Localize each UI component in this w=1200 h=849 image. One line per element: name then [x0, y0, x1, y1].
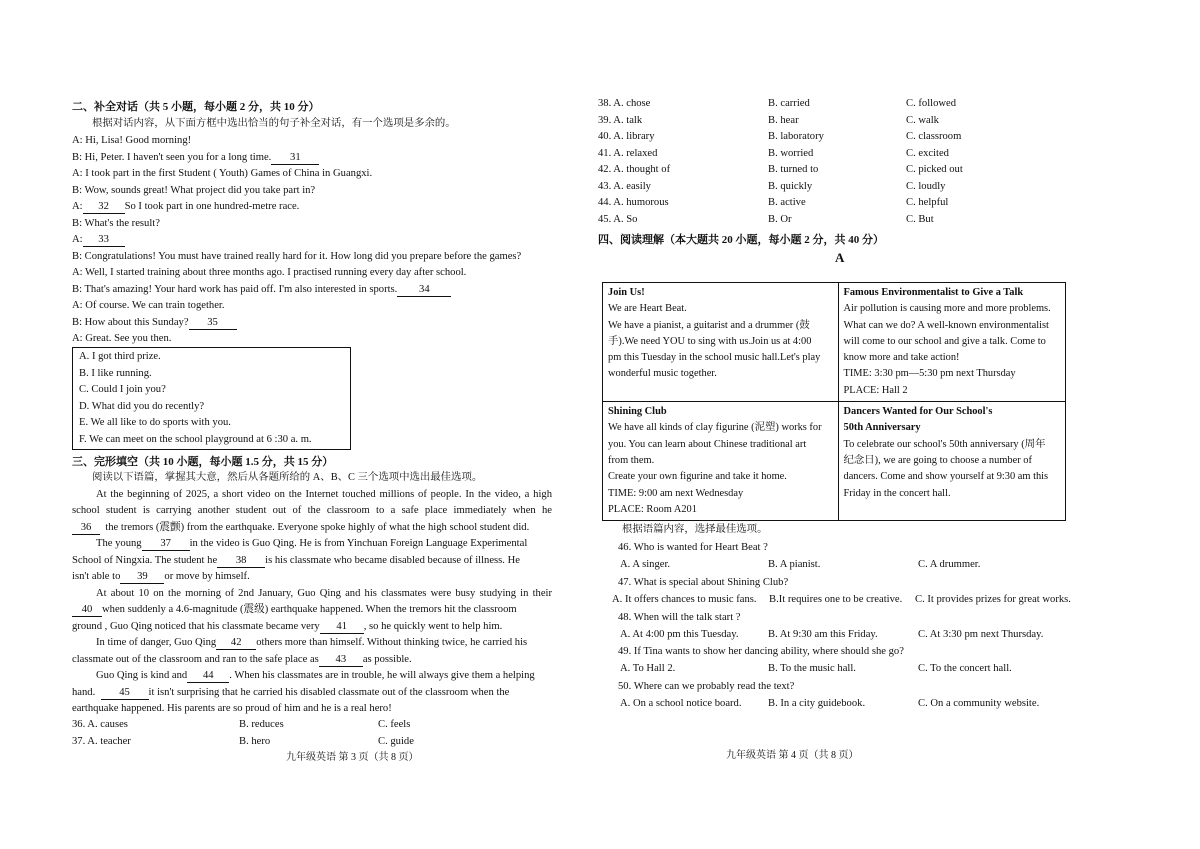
blank-41: 41 [320, 621, 364, 634]
ad-line: What can we do? A well-known environmentalist [843, 319, 1049, 331]
blank-36: 36 [72, 522, 100, 535]
question-48: 48. When will the talk start ? [618, 612, 741, 623]
section-2-instructions: 根据对话内容，从下面方框中选出恰当的句子补全对话，有一个选项是多余的。 [92, 118, 456, 129]
blank-42: 42 [216, 637, 256, 650]
blank-37: 37 [142, 538, 190, 551]
ad-line: 手).We need YOU to sing with us.Join us at 4:00 [608, 335, 812, 347]
ad-title: Famous Environmentalist to Give a Talk [843, 287, 1024, 298]
dialog-line: A: Hi, Lisa! Good morning! [72, 135, 192, 146]
ad-title: Join Us! [608, 287, 645, 298]
cloze-option-44-c: C. helpful [906, 197, 949, 208]
question-46-option-a[interactable]: A. A singer. [620, 559, 671, 570]
question-49: 49. If Tina wants to show her dancing ability, where should she go? [618, 646, 904, 657]
ad-line: PLACE: Room A201 [608, 503, 697, 515]
blank-33: 33 [83, 234, 125, 247]
page-footer: 九年级英语 第 3 页（共 8 页） [286, 752, 419, 763]
option-a: A. I got third prize. [79, 351, 161, 362]
dialog-line: A: I took part in the first Student ( Youth) Games of China in Guangxi. [72, 168, 373, 179]
dialog-line: A: Well, I started training about three months ago. I practised running every day after school. [72, 267, 467, 278]
ad-shining-club [603, 402, 839, 521]
option-c: C. Could I join you? [79, 384, 166, 395]
question-47-option-c[interactable]: C. It provides prizes for great works. [915, 594, 1071, 605]
option-d: D. What did you do recently? [79, 400, 205, 412]
question-49-option-c[interactable]: C. To the concert hall. [918, 663, 1012, 674]
passage-line: earthquake happened. His parents are so proud of him and he is a real hero! [72, 703, 392, 714]
ad-line: 纪念日), we are going to choose a number of [843, 454, 1032, 466]
cloze-option-40-c: C. classroom [906, 131, 962, 142]
passage-line: School of Ningxia. The student he 38 is his classmate who became disabled because of illness. He [72, 555, 520, 566]
passage-letter: A [835, 250, 845, 265]
blank-40: 40 [72, 604, 102, 617]
ad-line: pm this Tuesday in the school music hall.Let's play [608, 352, 821, 364]
cloze-option-40-b: B. laboratory [768, 131, 824, 142]
blank-31: 31 [271, 152, 319, 165]
question-50-option-b[interactable]: B. In a city guidebook. [768, 698, 866, 709]
blank-32: 32 [83, 201, 125, 214]
cloze-option-38-a: 38. A. chose [598, 98, 651, 109]
ad-line: To celebrate our school's 50th anniversary (周年 [843, 438, 1046, 450]
cloze-option-41-b: B. worried [768, 147, 814, 159]
q36-option-b: B. reduces [239, 719, 284, 730]
question-50-option-a[interactable]: A. On a school notice board. [620, 698, 742, 709]
dialog-line: A: 33 [72, 233, 125, 247]
passage-line: The young 37 in the video is Guo Qing. He is from Yinchuan Foreign Language Experimental [96, 538, 528, 549]
question-46-option-b[interactable]: B. A pianist. [768, 559, 821, 570]
section-3-title: 三、完形填空（共 10 小题，每小题 1.5 分，共 15 分） [72, 456, 334, 468]
question-47-option-a[interactable]: A. It offers chances to music fans. [612, 594, 757, 605]
blank-45: 45 [101, 687, 149, 700]
passage-line: ground , Guo Qing noticed that his classmate became very 41 , so he quickly went to help him. [72, 621, 503, 632]
passage-line: At the beginning of 2025, a short video on the Internet touched millions of people. In the video, a high [96, 489, 552, 500]
passage-line: isn't able to 39 or move by himself. [72, 571, 250, 582]
cloze-option-39-c: C. walk [906, 114, 939, 126]
ad-line: PLACE: Hall 2 [843, 384, 908, 396]
passage-line: Guo Qing is kind and 44 . When his classmates are in trouble, he will always give them a helping [96, 670, 535, 681]
cloze-option-41-c: C. excited [906, 147, 949, 159]
cloze-option-44-a: 44. A. humorous [598, 197, 669, 208]
ad-line: will come to our school and give a talk. Come to [843, 335, 1046, 347]
ad-title: Dancers Wanted for Our School's [843, 406, 993, 418]
question-46: 46. Who is wanted for Heart Beat ? [618, 542, 768, 553]
ad-line: dancers. Come and show yourself at 9:30 am this [843, 471, 1049, 483]
dialog-line: B: What's the result? [72, 218, 160, 229]
option-f: F. We can meet on the school playground at 6 :30 a. m. [79, 433, 312, 445]
cloze-option-43-b: B. quickly [768, 180, 813, 192]
q37-option-a: 37. A. teacher [72, 736, 131, 747]
section-4-title: 四、阅读理解（本大题共 20 小题，每小题 2 分，共 40 分） [598, 234, 884, 246]
question-50-option-c[interactable]: C. On a community website. [918, 698, 1040, 709]
page-footer: 九年级英语 第 4 页（共 8 页） [726, 750, 859, 761]
ad-line: TIME: 9:00 am next Wednesday [608, 487, 744, 499]
ad-line: TIME: 3:30 pm—5:30 pm next Thursday [843, 368, 1016, 380]
blank-39: 39 [120, 571, 164, 584]
ad-line: We have all kinds of clay figurine (泥塑) works for [608, 422, 822, 434]
ad-title: 50th Anniversary [843, 422, 921, 434]
cloze-option-39-b: B. hear [768, 114, 799, 126]
q37-option-c: C. guide [378, 736, 414, 747]
section-2-title: 二、补全对话（共 5 小题，每小题 2 分，共 10 分） [72, 101, 320, 113]
passage-line: classmate out of the classroom and ran to the safe place as 43 as possible. [72, 654, 412, 665]
question-48-option-c[interactable]: C. At 3:30 pm next Thursday. [918, 629, 1044, 640]
question-47: 47. What is special about Shining Club? [618, 577, 789, 588]
passage-line: hand. 45 it isn't surprising that he carried his disabled classmate out of the classroom when the [72, 687, 510, 698]
ad-join-us [603, 283, 839, 402]
question-48-option-b[interactable]: B. At 9:30 am this Friday. [768, 629, 878, 640]
ad-line: Air pollution is causing more and more problems. [843, 303, 1051, 315]
passage-line: In time of danger, Guo Qing 42 others more than himself. Without thinking twice, he carried his [96, 637, 528, 648]
question-50: 50. Where can we probably read the text? [618, 681, 795, 692]
ad-title: Shining Club [608, 406, 667, 418]
ad-line: from them. [608, 454, 655, 466]
blank-38: 38 [217, 555, 265, 568]
notice-board [602, 282, 1066, 521]
section-3-instructions: 阅读以下语篇，掌握其大意，然后从各题所给的 A、B、C 三个选项中选出最佳选项。 [92, 472, 483, 483]
blank-34: 34 [397, 284, 451, 297]
ad-dancers-wanted [838, 402, 1066, 521]
dialog-line: B: Congratulations! You must have trained really hard for it. How long did you prepare before the games? [72, 251, 522, 262]
ad-line: you. You can learn about Chinese traditional art [608, 438, 807, 450]
passage-line: school student is carrying another student out of the classroom to a safe place immediately when he [72, 505, 552, 516]
dialog-line: B: Wow, sounds great! What project did you take part in? [72, 185, 316, 196]
cloze-option-40-a: 40. A. library [598, 131, 655, 142]
cloze-option-42-c: C. picked out [906, 164, 963, 175]
question-49-option-a[interactable]: A. To Hall 2. [620, 663, 676, 674]
dialog-line: B: That's amazing! Your hard work has paid off. I'm also interested in sports. 34 [72, 283, 451, 297]
passage-line: 36 the tremors (震颤) from the earthquake. Everyone spoke highly of what the high school student did. [72, 521, 529, 535]
cloze-option-42-b: B. turned to [768, 164, 819, 175]
blank-35: 35 [189, 317, 237, 330]
cloze-option-45-c: C. But [906, 213, 934, 225]
q36-option-a: 36. A. causes [72, 719, 128, 730]
cloze-option-39-a: 39. A. talk [598, 114, 643, 126]
dialog-line: B: How about this Sunday? 35 [72, 316, 237, 330]
question-47-option-b[interactable]: B.It requires one to be creative. [769, 594, 903, 605]
dialog-line: A: 32 So I took part in one hundred-metre race. [72, 201, 300, 212]
blank-44: 44 [187, 670, 229, 683]
dialog-line: A: Of course. We can train together. [72, 300, 225, 311]
cloze-option-38-c: C. followed [906, 98, 957, 109]
question-49-option-b[interactable]: B. To the music hall. [768, 663, 856, 674]
ad-line: know more and take action! [843, 352, 960, 364]
option-b: B. I like running. [79, 367, 152, 379]
ad-line: Friday in the concert hall. [843, 487, 951, 499]
cloze-option-42-a: 42. A. thought of [598, 164, 671, 175]
cloze-option-41-a: 41. A. relaxed [598, 147, 658, 159]
cloze-option-43-a: 43. A. easily [598, 180, 651, 192]
q36-option-c: C. feels [378, 719, 411, 730]
ad-line: wonderful music together. [608, 368, 717, 380]
passage-line: 40 when suddenly a 4.6-magnitude (震级) earthquake happened. When the tremors hit the classroom [72, 603, 517, 617]
question-48-option-a[interactable]: A. At 4:00 pm this Tuesday. [620, 629, 739, 640]
dialog-line: B: Hi, Peter. I haven't seen you for a long time. 31 [72, 151, 319, 165]
cloze-option-43-c: C. loudly [906, 180, 946, 192]
dialog-line: A: Great. See you then. [72, 333, 172, 344]
ad-line: Create your own figurine and take it home. [608, 471, 787, 483]
ad-line: We are Heart Beat. [608, 303, 687, 315]
reading-instructions: 根据语篇内容，选择最佳选项。 [622, 524, 768, 535]
blank-43: 43 [319, 654, 363, 667]
ad-line: We have a pianist, a guitarist and a drummer (鼓 [608, 319, 810, 331]
question-46-option-c[interactable]: C. A drummer. [918, 559, 981, 570]
cloze-option-45-a: 45. A. So [598, 213, 638, 225]
cloze-option-45-b: B. Or [768, 213, 792, 225]
option-e: E. We all like to do sports with you. [79, 417, 231, 428]
options-box [72, 347, 351, 450]
ad-environmentalist [838, 283, 1066, 402]
passage-line: At about 10 on the morning of 2nd January, Guo Qing and his classmates were busy studying in their [96, 588, 552, 599]
cloze-option-38-b: B. carried [768, 98, 810, 109]
cloze-option-44-b: B. active [768, 197, 806, 208]
q37-option-b: B. hero [239, 736, 271, 747]
